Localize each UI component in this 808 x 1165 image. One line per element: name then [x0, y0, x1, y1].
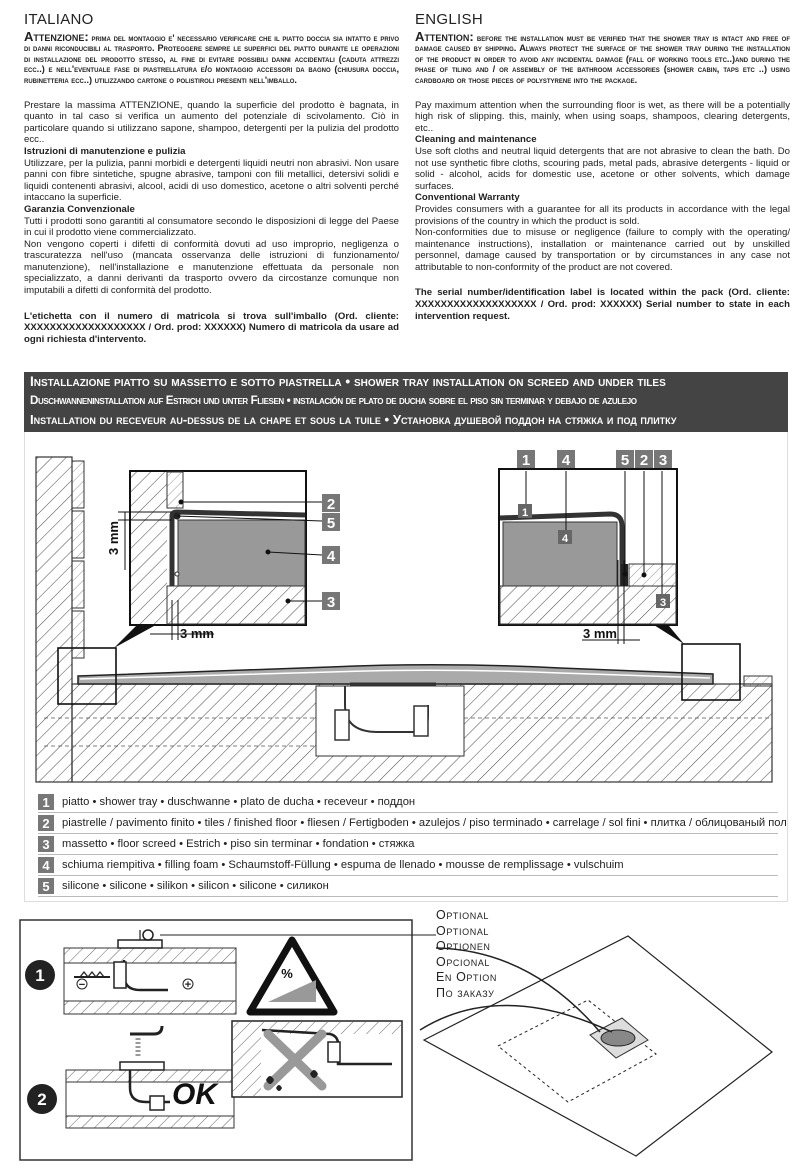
- minus-sign: −: [78, 979, 86, 991]
- legend-badge: 4: [38, 857, 54, 873]
- warning-triangle: [250, 940, 334, 1012]
- detail-left: [130, 471, 306, 625]
- option-label: Optional: [436, 923, 490, 938]
- legend-row: [38, 834, 778, 855]
- callout-right-4: 2: [639, 452, 649, 469]
- step-1-illustration: [25, 930, 436, 1014]
- italian-heading-warranty: Garanzia Convenzionale: [24, 203, 135, 215]
- italian-title: ITALIANO: [24, 11, 94, 28]
- italian-paragraph-wet: Prestare la massima ATTENZIONE, quando la superficie del prodotto è bagnata, in quanto in tal caso si verifica un aumento del potenziale di scivolamento. Ciò in particolare quando si utilizzano sapone, shampoo, detergenti per la pulizia del prodotto ecc..: [24, 99, 399, 146]
- callout-left-2: 5: [326, 515, 336, 532]
- legend-badge: 5: [38, 878, 54, 894]
- legend-badge: 1: [38, 794, 54, 810]
- italian-paragraph-warranty-2: Non vengono coperti i difetti di conformità dovuti ad uso improprio, negligenza o trascuratezza nell'uso (mancata osservanza delle istruzioni di funzionamento/ manutenzione), nell'installazione e manutenzione effettuata da personale non specializzato, a danni derivanti da trasporto ovvero da circostanze comunque non imputabili a difetti di conformità del prodotto.: [24, 238, 399, 297]
- plus-sign: +: [184, 979, 192, 991]
- callout-left-4: 3: [326, 594, 336, 611]
- step-1-number: 1: [35, 966, 45, 985]
- banner-line-1: Installazione piatto su massetto e sotto piastrella • shower tray installation on screed and under tiles: [30, 374, 666, 389]
- legend-row: [38, 855, 778, 876]
- callout-right-inner-3: 3: [659, 597, 667, 609]
- callout-right-5: 3: [658, 452, 668, 469]
- wall-tiles: [72, 461, 84, 658]
- callout-right-1: 1: [521, 452, 531, 469]
- english-paragraph-warranty-1: Provides consumers with a guarantee for all its products in accordance with the legal provisions of the country in which the product is sold.: [415, 203, 790, 227]
- legend-text: piatto • shower tray • duschwanne • plato de ducha • receveur • поддон: [62, 796, 416, 808]
- dimension-left-horizontal: 3 mm: [180, 626, 214, 641]
- step-2-number: 2: [37, 1090, 47, 1109]
- legend-text: piastrelle / pavimento finito • tiles / finished floor • fliesen / Fertigboden • azulejos / piso terminado • carrelage / sol fini • плитка / облицованый пол: [62, 817, 787, 829]
- option-label: En Option: [436, 970, 497, 985]
- italian-paragraph-maintenance: Utilizzare, per la pulizia, panni morbidi e detergenti liquidi neutri non abrasivi. Non usare panni con fibre sintetiche, spugne abrasive, tamponi con fili metallici, detersivi solidi e liquidi contenenti abrasivi, alcool, acidi di uso domestico, acetone o altri solventi perché intaccano la superficie.: [24, 157, 399, 204]
- dimension-right-horizontal: 3 mm: [583, 626, 617, 641]
- ok-label: OK: [172, 1078, 217, 1111]
- english-attention-lead: Attention:: [415, 28, 474, 44]
- english-serial-note: The serial number/identification label is located within the pack (Ord. cliente: XXXXXXXXXXXXXXXXXXX / Ord. prod: XXXXXX) Serial number to state in each intervention request.: [415, 287, 790, 322]
- english-heading-maintenance: Cleaning and maintenance: [415, 134, 537, 146]
- callout-right-inner-1: 1: [521, 507, 529, 519]
- english-paragraph-maintenance: Use soft cloths and neutral liquid detergents that are not abrasive to clean the bath. Do not use synthetic fibre cloths, scouring pads, metal pads, abrasive detergents - liquid or solid - alcohol, acids for domestic use, acetone or other solvents, which damage surfaces.: [415, 145, 790, 192]
- english-title: ENGLISH: [415, 11, 483, 28]
- english-paragraph-wet: Pay maximum attention when the surrounding floor is wet, as there will be a potentially high risk of slipping. this, mainly, when using soaps, shampoos, clearing detergents, etc..: [415, 99, 790, 134]
- english-paragraph-warranty-2: Non-conformities due to misuse or negligence (failure to comply with the operating/ maintenance instructions), installation or maintenance carried out by unskilled personnel, damage caused by transportation or by circumstances in any case not attributable to non-conformity of the product are not covered.: [415, 227, 790, 273]
- legend-row: [38, 813, 787, 834]
- italian-heading-maintenance: Istruzioni di manutenzione e pulizia: [24, 145, 186, 157]
- legend-badge: 2: [38, 815, 54, 831]
- step-2-illustration: [27, 1026, 234, 1128]
- callout-right-inner-2: 4: [561, 533, 569, 545]
- english-attention-text: before the installation must be verified that the shower tray is intact and free of damage caused by shipping. Always protect the surface of the shower tray during the installation of the product in order to avoid any incidental damage (fall of working tools etc..)and during the phase of tiling and / or assembly of the bathroom accessories (shower cabin, taps etc ..) using cardboard or those pieces of polystyrene into the package.: [415, 32, 790, 85]
- legend-row: [38, 792, 778, 813]
- legend-row: [38, 876, 778, 897]
- percent-sign: %: [281, 966, 293, 981]
- callout-right-3: 5: [620, 452, 630, 469]
- option-label: Optionen: [436, 939, 491, 954]
- option-label: Optional: [436, 908, 490, 922]
- floor-drain-perspective: [420, 936, 772, 1156]
- banner-line-2: Duschwanneninstallation auf Estrich und unter Fliesen • instalación de plato de ducha sobre el piso sin terminar y debajo de azulejo: [30, 394, 637, 407]
- english-heading-warranty: Conventional Warranty: [415, 192, 520, 204]
- banner-line-3: Installation du receveur au-dessus de la chape et sous la tuile • Установка душевой поддон на стяжка и под плитку: [30, 412, 677, 427]
- dimension-left-vertical: 3 mm: [106, 521, 121, 555]
- bottom-illustrations: [0, 900, 808, 1165]
- callout-left-3: 4: [326, 548, 336, 565]
- legend-text: massetto • floor screed • Estrich • piso sin terminar • fondation • стяжка: [62, 838, 415, 850]
- italian-paragraph-warranty-1: Tutti i prodotti sono garantiti al consumatore secondo le disposizioni di legge del Paese in cui il prodotto viene commercializzato.: [24, 215, 399, 239]
- legend-badge: 3: [38, 836, 54, 852]
- italian-attention-lead: Attenzione:: [24, 28, 89, 44]
- floor-tile-right: [744, 676, 772, 686]
- legend-text: schiuma riempitiva • filling foam • Schaumstoff-Füllung • espuma de llenado • mousse de remplissage • vulschuim: [62, 859, 624, 871]
- callout-right-2: 4: [561, 452, 571, 469]
- italian-attention-text: prima del montaggio e' necessario verificare che il piatto doccia sia intatto e privo di danni riconducibili al trasporto. Proteggere sempre le superfici del piatto durante le operazioni di installazione del prodotto stesso, al fine di evitare possibili danni accidentali (caduta attrezzi ecc..) e nell'eventuale fase di piastrellatura e/o montaggio accessori da bagno (chiusura doccia, rubinetteria ecc..) utilizzando cartone o polistiroli presenti nell'imballo.: [24, 32, 399, 85]
- callout-left-1: 2: [326, 496, 336, 513]
- italian-serial-note: L'etichetta con il numero di matricola si trova sull'imballo (Ord. cliente: XXXXXXXXXXXXXXXXXXX / Ord. prod: XXXXXX) Numero di matricola da usare ad ogni richiesta d'intervento.: [24, 310, 399, 345]
- legend-text: silicone • silicone • silikon • silicon • silicone • силикон: [62, 880, 329, 892]
- left-wall: [36, 457, 72, 782]
- option-label: Opcional: [436, 954, 491, 969]
- wrong-installation: [232, 1021, 402, 1097]
- legend: [38, 792, 787, 897]
- option-label: По заказу: [436, 985, 495, 1000]
